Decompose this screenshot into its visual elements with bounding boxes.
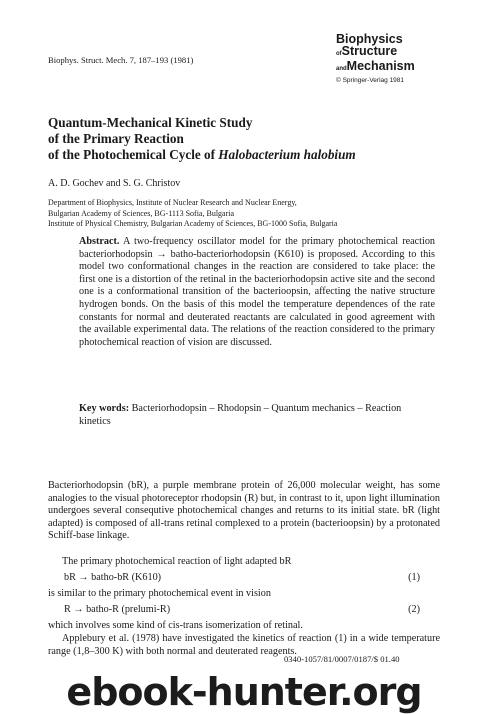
equation-2-text: R → batho-R (prelumi-R) <box>64 604 171 615</box>
body-paragraph-2: The primary photochemical reaction of light adapted bR <box>62 556 292 567</box>
paper-title: Quantum-Mechanical Kinetic Study of the Primary Reaction of the Photochemical Cycle of Halobacterium halobium <box>48 115 356 162</box>
body-paragraph-5: Applebury et al. (1978) have investigated the kinetics of reaction (1) in a wide temperature range (1,8–300 K) with both normal and deuterated reagents. <box>48 633 440 657</box>
abstract-text: A two-frequency oscillator model for the primary photochemical reaction bacteriorhodopsin → batho-bacteriorhodopsin (K610) is proposed. According to this model two conformational changes in the reaction are considered to take place: the first one is a distortion of the retinal in the bacteriorhodopsin active site and the second one is a conformational transition of the bacterioopsin, affecting the native structure hydrogen bonds. On the basis of this model the temperature dependences of the rate constants for normal and deuterated reactants are calculated in good agreement with the available experimental data. The relations of the reaction considered to the primary photochemical reaction of vision are discussed. <box>79 236 436 348</box>
equation-1-text: bR → batho-bR (K610) <box>64 572 162 583</box>
keywords-label: Key words: <box>79 403 130 414</box>
logo-line-mechanism: andMechanism <box>336 59 415 73</box>
body-paragraph-4: which involves some kind of cis-trans isomerization of retinal. <box>48 620 303 631</box>
keywords <box>79 403 435 428</box>
authors: A. D. Gochev and S. G. Christov <box>48 178 181 189</box>
affiliations <box>48 198 448 230</box>
equation-2-number: (2) <box>408 604 420 615</box>
abstract <box>79 236 435 349</box>
logo-copyright: © Springer-Verlag 1981 <box>336 77 405 84</box>
body-paragraph-1: Bacteriorhodopsin (bR), a purple membrane protein of 26,000 molecular weight, has some analogies to the visual photoreceptor rhodopsin (R) but, in contrast to it, upon light illumination undergoes several consequtive photochemical changes and returns to its initial state. bR (light adapted) is composed of all-trans retinal complexed to a protein (bacterioopsin) by a protonated Schiff-base linkage. <box>48 480 440 542</box>
logo-line-structure: ofStructure <box>336 44 398 58</box>
journal-citation: Biophys. Struct. Mech. 7, 187–193 (1981) <box>48 55 194 65</box>
issn-code: 0340-1057/81/0007/0187/$ 01.40 <box>284 654 400 664</box>
keywords-text: Bacteriorhodopsin – Rhodopsin – Quantum mechanics – Reaction kinetics <box>79 403 402 427</box>
watermark: ebook-hunter.org <box>66 670 422 714</box>
journal-logo <box>336 33 456 84</box>
equation-1-number: (1) <box>408 572 420 583</box>
abstract-label: Abstract. <box>79 236 120 247</box>
logo-line-biophysics: Biophysics <box>336 32 403 46</box>
body-paragraph-3: is similar to the primary photochemical event in vision <box>48 588 271 599</box>
affiliation-line: Institute of Physical Chemistry, Bulgarian Academy of Sciences, BG-1000 Sofia, Bulgaria <box>48 219 338 228</box>
affiliation-line: Department of Biophysics, Institute of Nuclear Research and Nuclear Energy, <box>48 198 297 207</box>
affiliation-line: Bulgarian Academy of Sciences, BG-1113 Sofia, Bulgaria <box>48 208 235 218</box>
